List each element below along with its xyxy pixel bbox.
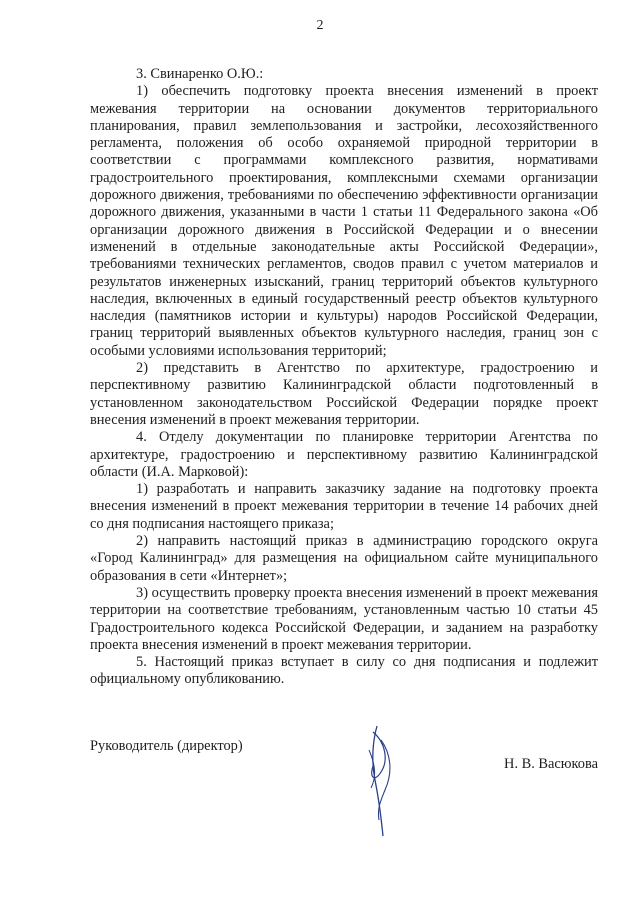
paragraph-item-3-1: 1) обеспечить подготовку проекта внесения изменений в проект межевания территории на основании документов территориального планирования, правил землепользования и застройки, лесохозяйственного регламента, положения об особо охраняемой природной территории в соответствии с программами комплексного развития, нормативами градостроительного проектирования, комплексными схемами организации дорожного движения, требованиями по обеспечению эффективности организации дорожного движения, указанными в части 1 статьи 11 Федерального закона «Об организации дорожного движения в Российской Федерации и о внесении изменений в отдельные законодательные акты Российской Федерации», требованиями технических регламентов, сводов правил с учетом материалов и результатов инженерных изысканий, границ территорий объектов культурного наследия, включенных в единый государственный реестр объектов культурного наследия (памятников истории и культуры) народов Российской Федерации, границ территорий выявленных объектов культурного наследия, границ зон с особыми условиями использования территорий; <box>90 83 598 359</box>
document-body <box>90 66 598 689</box>
paragraph-item-5: 5. Настоящий приказ вступает в силу со дня подписания и подлежит официальному опубликованию. <box>90 654 598 688</box>
paragraph-item-4: 4. Отделу документации по планировке территории Агентства по архитектуре, градостроению и перспективному развитию Калининградской области (И.А. Марковой): <box>90 429 598 480</box>
signatory-name: Н. В. Васюкова <box>504 756 598 772</box>
signatory-title: Руководитель (директор) <box>90 738 243 754</box>
paragraph-item-4-3: 3) осуществить проверку проекта внесения изменений в проект межевания территории на соответствие требованиям, установленным частью 10 статьи 45 Градостроительного кодекса Российской Федерации, и заданием на разработку проекта внесения изменений в проект межевания территории. <box>90 584 598 653</box>
paragraph-item-4-2: 2) направить настоящий приказ в администрацию городского округа «Город Калининград» для размещения на официальном сайте муниципального образования в сети «Интернет»; <box>90 533 598 584</box>
paragraph-item-3: 3. Свинаренко О.Ю.: <box>136 66 264 82</box>
paragraph-item-4-1: 1) разработать и направить заказчику задание на подготовку проекта внесения изменений в проект межевания территории в течение 14 рабочих дней со дня подписания настоящего приказа; <box>90 481 598 532</box>
page-number: 2 <box>316 18 324 33</box>
handwritten-signature <box>355 720 405 840</box>
paragraph-item-3-2: 2) представить в Агентство по архитектуре, градостроению и перспективному развитию Калининградской области подготовленный в установленном законодательством Российской Федерации порядке проект внесения изменений в проект межевания территории. <box>90 360 598 428</box>
